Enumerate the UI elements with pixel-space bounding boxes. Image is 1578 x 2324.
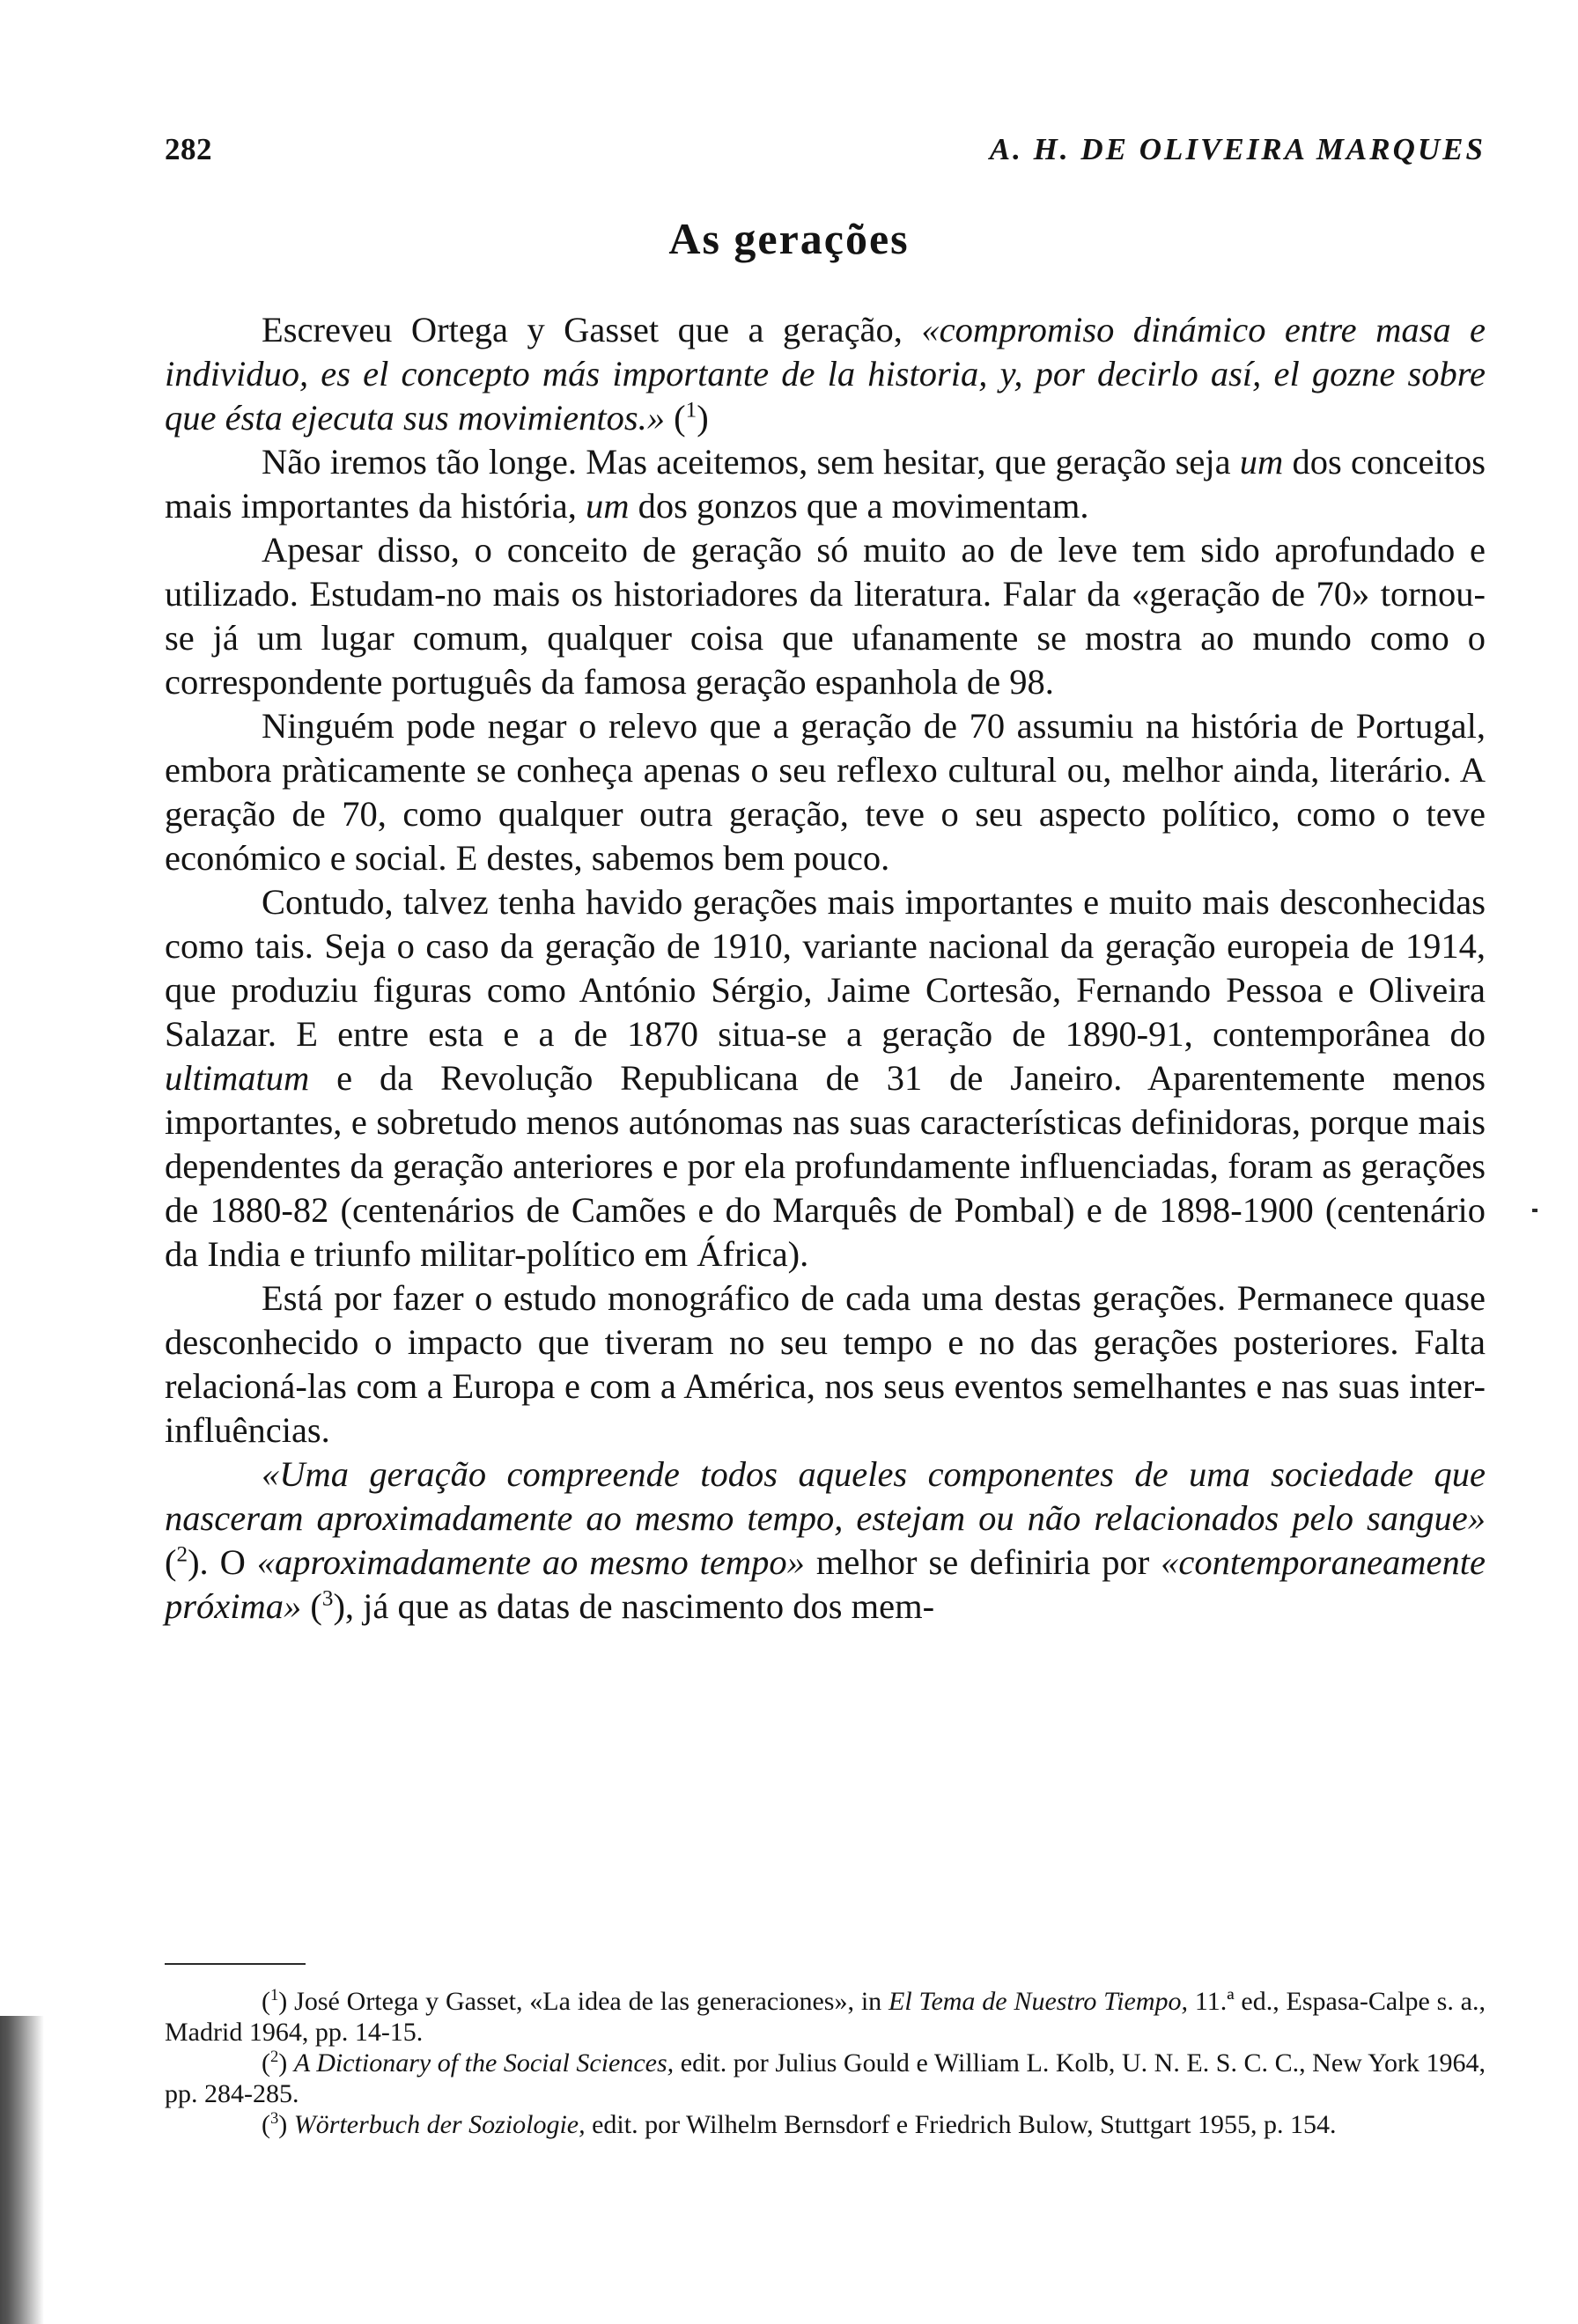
footnote-3-text-b: edit. por Wilhelm Bernsdorf e Friedrich Bulow, Stuttgart 1955, p. 154. [585, 2110, 1337, 2139]
paragraph-2-emphasis-2: um [586, 486, 630, 526]
footnote-1: ($^1$) José Ortega y Gasset, «La idea de las generaciones», in El Tema de Nuestro Tiempo, 11.ª ed., Espasa-Calpe s. a., Madrid 1964, pp. 14-15. [165, 1986, 1486, 2047]
paragraph-2-emphasis-1: um [1239, 442, 1284, 482]
footnote-1-text-b: 11.ª ed., Espasa-Calpe s. a., Madrid 1964, pp. 14-15. [165, 1987, 1486, 2047]
section-title: As gerações [668, 214, 910, 263]
footnote-ref-close: ) [697, 398, 709, 438]
paragraph-5 [165, 880, 1486, 1276]
ortega-quotation: «compromiso dinámico entre masa e individuo, es el concepto más importante de la historia, y, por decirlo así, el gozne sobre que ésta ejecuta sus movimientos.» [165, 310, 1486, 438]
footnote-3: ($^3$) Wörterbuch der Soziologie, edit. por Wilhelm Bernsdorf e Friedrich Bulow, Stuttgart 1955, p. 154. [262, 2109, 1337, 2139]
page-number: 282 [165, 132, 212, 166]
running-head-author: A. H. DE OLIVEIRA MARQUES [989, 132, 1486, 166]
paragraph-5-text-a: Contudo, talvez tenha havido gerações mais importantes e muito mais desconhecidas como tais. Seja o caso da geração de 1910, variante nacional da geração europeia de 1914, que produziu figuras como António Sérgio, Jaime Cortesão, Fernando Pessoa e Oliveira Salazar. E entre esta e a de 1870 situa-se a geração de 1890-91, contemporânea do [165, 882, 1486, 1054]
footnote-2-text-b: edit. por Julius Gould e William L. Kolb, U. N. E. S. C. C., New York 1964, pp. 284-285. [165, 2048, 1486, 2108]
generation-definition-quotation: «Uma geração compreende todos aqueles componentes de uma sociedade que nasceram aproximadamente ao mesmo tempo, estejam ou não relacionados pelo sangue» [165, 1454, 1486, 1538]
footnote-3-text-a [287, 2110, 294, 2139]
paragraph-1-intro: Escreveu Ortega y Gasset que a geração, [262, 310, 922, 349]
body-text [165, 308, 1486, 1629]
footnote-separator [165, 1963, 306, 1965]
paragraph-7-text-a: ( [165, 1542, 177, 1582]
paragraph-5-ultimatum: ultimatum [165, 1058, 310, 1098]
footnotes [165, 1986, 1486, 2140]
paragraph-1 [165, 308, 1486, 440]
paragraph-5-text-b: e da Revolução Republicana de 31 de Janeiro. Aparentemente menos importantes, e sobretudo menos autónomas nas suas características definidoras, porque mais dependentes da geração anteriores e por ela profundamente influenciadas, foram as gerações de 1880-82 (centenários de Camões e do Marquês de Pombal) e de 1898-1900 (centenário da India e triunfo militar-político em África). [165, 1058, 1486, 1274]
scan-edge-shadow [0, 2016, 44, 2324]
paragraph-2-text-a: Não iremos tão longe. Mas aceitemos, sem hesitar, que geração seja [262, 442, 1240, 482]
paragraph-7-text-c: melhor se definiria por [804, 1542, 1161, 1582]
footnote-3-book-title: Wörterbuch der Soziologie, [293, 2110, 586, 2139]
footnote-3-mark: 3 [270, 2109, 279, 2128]
footnote-ref-open: ( [665, 398, 686, 438]
footnote-1-mark: 1 [270, 1986, 279, 2004]
paragraph-6: Está por fazer o estudo monográfico de cada uma destas gerações. Permanece quase desconhecido o impacto que tiveram no seu tempo e no das gerações posteriores. Falta relacioná-las com a Europa e com a América, nos seus eventos semelhantes e nas suas inter-influências. [165, 1278, 1486, 1450]
paragraph-7-text-d: ( [301, 1586, 322, 1626]
paragraph-7-quote-1: «aproximadamente ao mesmo tempo» [256, 1542, 805, 1582]
footnote-ref-2: 2 [176, 1542, 188, 1567]
footnote-ref-1: 1 [685, 398, 697, 423]
paragraph-7-text-e: ), já que as datas de nascimento dos mem- [333, 1586, 935, 1626]
footnote-2-text-a [287, 2048, 294, 2078]
paragraph-7-text-b: ). O [188, 1542, 257, 1582]
footnote-2-book-title: A Dictionary of the Social Sciences, [293, 2048, 675, 2078]
footnote-1-text-a: José Ortega y Gasset, «La idea de las generaciones», in [287, 1987, 889, 2016]
paragraph-7 [165, 1452, 1486, 1629]
running-head [165, 132, 1486, 176]
paragraph-2-text-c: dos gonzos que a movimentam. [629, 486, 1089, 526]
paragraph-7-quote-2: «contemporaneamente próxima» [165, 1542, 1486, 1626]
paragraph-4: Ninguém pode negar o relevo que a geração de 70 assumiu na história de Portugal, embora pràticamente se conheça apenas o seu reflexo cultural ou, melhor ainda, literário. A geração de 70, como qualquer outra geração, teve o seu aspecto político, como o teve económico e social. E destes, sabemos bem pouco. [165, 706, 1486, 878]
footnote-2: ($^2$) A Dictionary of the Social Sciences, edit. por Julius Gould e William L. Kolb, U. N. E. S. C. C., New York 1964, pp. 284-285. [165, 2048, 1486, 2108]
footnote-ref-3: 3 [321, 1586, 334, 1611]
paragraph-2 [165, 440, 1486, 528]
print-speck [1532, 1209, 1537, 1212]
footnote-1-book-title: El Tema de Nuestro Tiempo, [889, 1987, 1189, 2016]
footnote-2-mark: 2 [270, 2048, 279, 2066]
paragraph-2-text-b: dos conceitos mais importantes da história, [165, 442, 1486, 526]
paragraph-3: Apesar disso, o conceito de geração só muito ao de leve tem sido aprofundado e utilizado. Estudam-no mais os historiadores da literatura. Falar da «geração de 70» tornou-se já um lugar comum, qualquer coisa que ufanamente se mostra ao mundo como o correspondente português da famosa geração espanhola de 98. [165, 530, 1486, 702]
